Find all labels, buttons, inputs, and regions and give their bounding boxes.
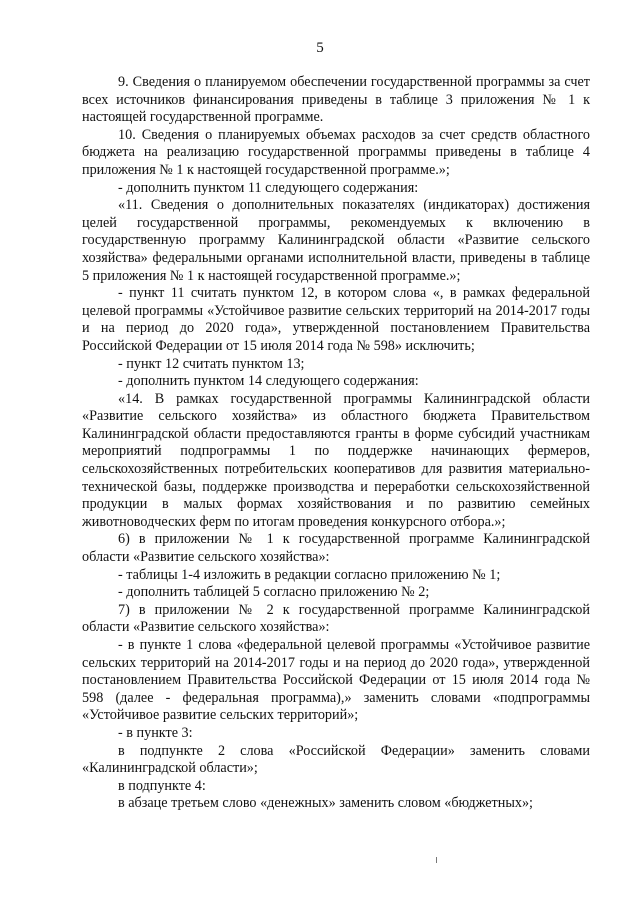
renumber-point-12-instruction: - пункт 12 считать пунктом 13; bbox=[118, 355, 305, 372]
paragraph-10: 10. Сведения о планируемых объемах расходов за счет средств областного бюджета на реализацию государственной программы приведены в таблице 4 приложения № 1 к настоящей государственной программе.»; bbox=[82, 126, 590, 178]
add-point-14-instruction: - дополнить пунктом 14 следующего содержания: bbox=[118, 373, 419, 390]
point-1-amendment: - в пункте 1 слова «федеральной целевой программы «Устойчивое развитие сельских территорий на 2014-2017 годы и на период до 2020 года», утвержденной постановлением Правительства Российской Федерации от 15 июля 2014 года № 598 (далее - федеральная программа),» заменить словами «подпрограммы «Устойчивое развитие сельских территорий»; bbox=[82, 637, 590, 724]
table-5-instruction: - дополнить таблицей 5 согласно приложению № 2; bbox=[118, 584, 430, 601]
appendix-1-amendment: 6) в приложении № 1 к государственной программе Калининградской области «Развитие сельского хозяйства»: bbox=[82, 531, 590, 566]
point-3-heading: - в пункте 3: bbox=[118, 724, 193, 741]
appendix-2-amendment: 7) в приложении № 2 к государственной программе Калининградской области «Развитие сельского хозяйства»: bbox=[82, 601, 590, 636]
paragraph-3-amendment: в абзаце третьем слово «денежных» заменить словом «бюджетных»; bbox=[118, 795, 534, 812]
renumber-point-11-instruction: - пункт 11 считать пунктом 12, в котором слова «, в рамках федеральной целевой программы «Устойчивое развитие сельских территорий на 2014-2017 годы и на период до 2020 года», утвержденной постановлением Правительства Российской Федерации от 15 июля 2014 года № 598» исключить; bbox=[82, 285, 590, 354]
scan-mark bbox=[436, 857, 437, 863]
page-number: 5 bbox=[316, 40, 324, 56]
subpoint-2-amendment: в подпункте 2 слова «Российской Федерации» заменить словами «Калининградской области»; bbox=[82, 742, 590, 777]
paragraph-11-new: «11. Сведения о дополнительных показателях (индикаторах) достижения целей государственной программы, рекомендуемых к включению в государственную программу Калининградской области «Развитие сельского хозяйства» федеральными органами исполнительной власти, приведены в таблице 5 приложения № 1 к настоящей государственной программе.»; bbox=[82, 197, 590, 284]
document-body bbox=[82, 74, 590, 813]
paragraph-9: 9. Сведения о планируемом обеспечении государственной программы за счет всех источников финансирования приведены в таблице 3 приложения № 1 к настоящей государственной программе. bbox=[82, 74, 590, 126]
subpoint-4-heading: в подпункте 4: bbox=[118, 777, 206, 794]
tables-1-4-instruction: - таблицы 1-4 изложить в редакции согласно приложению № 1; bbox=[118, 566, 501, 583]
paragraph-14-new: «14. В рамках государственной программы Калининградской области «Развитие сельского хозяйства» из областного бюджета Правительством Калининградской области предоставляются гранты в форме субсидий участникам мероприятий подпрограммы 1 по поддержке начинающих фермеров, сельскохозяйственных потребительских кооперативов для развития материально-технической базы, поддержке производства и переработки сельскохозяйственной продукции в малых формах хозяйствования и по развитию семейных животноводческих ферм по итогам проведения конкурсного отбора.»; bbox=[82, 390, 590, 530]
add-point-11-instruction: - дополнить пунктом 11 следующего содержания: bbox=[118, 179, 419, 196]
